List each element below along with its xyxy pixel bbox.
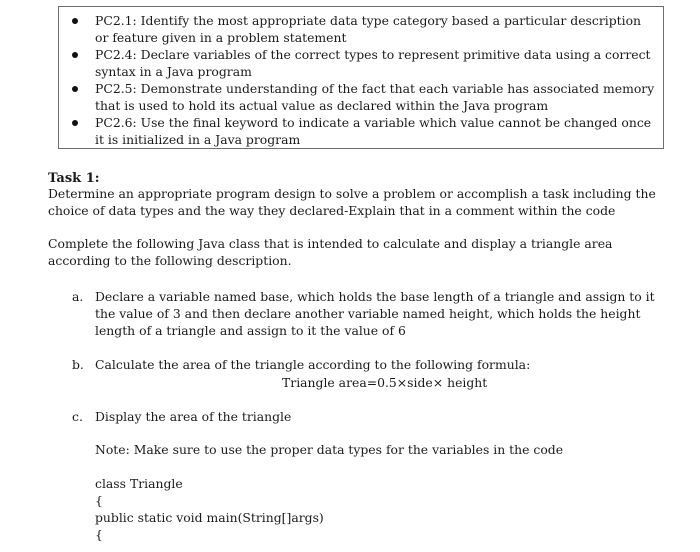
code-line: { bbox=[95, 527, 103, 542]
list-item bbox=[59, 12, 655, 46]
task-item-c bbox=[72, 408, 662, 425]
item-marker: b. bbox=[72, 357, 84, 372]
criterion-text: PC2.4: Declare variables of the correct types to represent primitive data using a correct syntax in a Java program bbox=[95, 47, 651, 79]
criterion-text: PC2.5: Demonstrate understanding of the fact that each variable has associated memory that is used to hold its actual value as declared within the Java program bbox=[95, 81, 655, 113]
item-marker: c. bbox=[72, 409, 83, 424]
list-item bbox=[59, 46, 655, 80]
code-line: public static void main(String[]args) bbox=[95, 510, 324, 525]
bullet-icon bbox=[72, 120, 78, 126]
item-text: Declare a variable named base, which holds the base length of a triangle and assign to it the value of 3 and then declare another variable named height, which holds the height length of a triangle and assign to it the value of 6 bbox=[95, 289, 655, 338]
bullet-icon bbox=[72, 52, 78, 58]
code-line: { bbox=[95, 493, 103, 508]
note-text: Note: Make sure to use the proper data types for the variables in the code bbox=[95, 442, 564, 457]
task-item-b bbox=[72, 356, 662, 373]
task-instruction: Complete the following Java class that is intended to calculate and display a triangle area according to the following description. bbox=[48, 236, 613, 268]
task-title: Task 1: bbox=[48, 171, 100, 186]
code-line: class Triangle bbox=[95, 476, 183, 491]
criterion-text: PC2.6: Use the final keyword to indicate a variable which value cannot be changed once it is initialized in a Java program bbox=[95, 115, 652, 147]
performance-criteria-list bbox=[59, 7, 663, 148]
item-text: Display the area of the triangle bbox=[95, 409, 292, 424]
list-item bbox=[59, 114, 655, 148]
item-text: Calculate the area of the triangle according to the following formula: bbox=[95, 357, 531, 372]
bullet-icon bbox=[72, 86, 78, 92]
performance-criteria-box bbox=[58, 6, 664, 149]
criterion-text: PC2.1: Identify the most appropriate data type category based a particular description or feature given in a problem statement bbox=[95, 13, 642, 45]
task-intro: Determine an appropriate program design to solve a problem or accomplish a task including the choice of data types and the way they declared-Explain that in a comment within the code bbox=[48, 186, 656, 218]
bullet-icon bbox=[72, 18, 78, 24]
task-item-a bbox=[72, 288, 662, 339]
area-formula: Triangle area=0.5×side× height bbox=[282, 375, 488, 390]
item-marker: a. bbox=[72, 289, 84, 304]
list-item bbox=[59, 80, 655, 114]
